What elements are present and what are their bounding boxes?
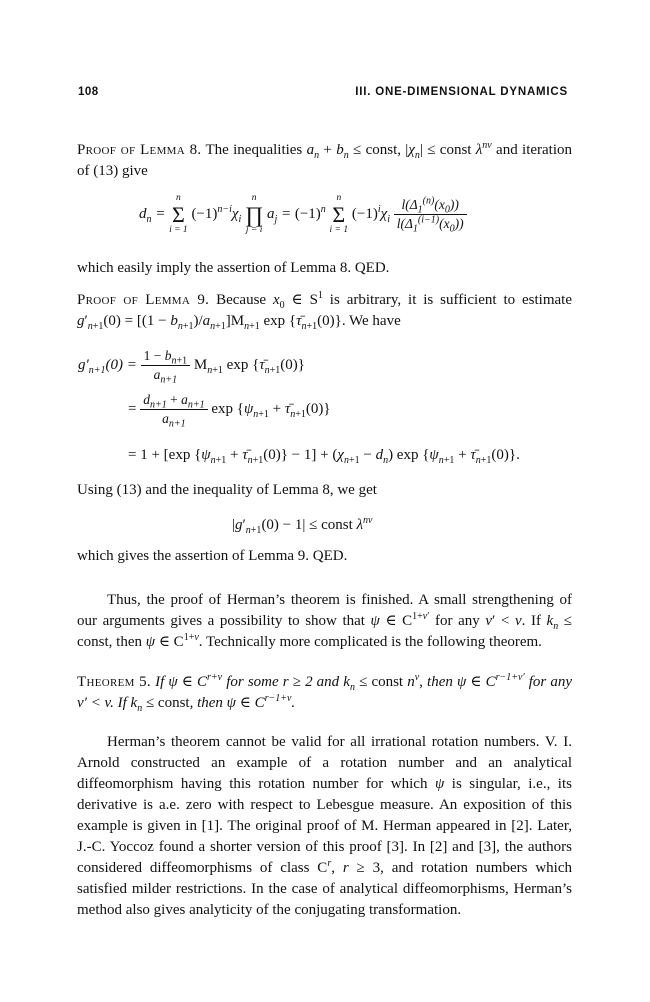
proof-lemma-8-heading: Proof of Lemma 8. <box>77 142 202 158</box>
herman-counterexample-paragraph: Herman’s theorem cannot be valid for all irrational rotation numbers. V. I. Arnold constructed an example of a rotation number and an analytical diffeomorphism having this rotation number for which ψ is singular, i.e., its derivative is a.e. zero with respect to Lebesgue measure. An exposition of this example is given in [1]. The original proof of M. Herman appeared in [2]. Later, J.-C. Yoccoz found a shorter version of this proof [3]. In [2] and [3], the authors considered diffeomorphisms of class $C^r$, r ≥ 3, and rotation numbers which satisfied milder restrictions. In the case of analytical diffeomorphisms, Herman’s method also gives analyticity of the conjugating transformation. <box>77 734 572 918</box>
running-title: III. ONE-DIMENSIONAL DYNAMICS <box>355 86 568 98</box>
inequality-g-prime: $|g'_{n+1}(0) - 1|$ ≤ const $\lambda^{nv}$ <box>232 515 373 536</box>
equation-d-n: $d_n$ = n Σ i = 1 $(-1)^{n-i}\chi_i$ n ∏ j = i $a_j = (-1)^n$ n Σ i = 1 $(-1)^i\chi_i$ $\frac{l(\Delta_1^{(n)}(x_0))}{l(\Delta_1^{(i-1)}(x_0))}$ <box>139 194 467 235</box>
equation-g-prime-2: = $\frac{d_{n+1} + a_{n+1}}{a_{n+1}}$ $\exp \{\psi_{n+1}$ + $\taū_{n+1}(0)$} <box>128 392 331 430</box>
page-number: 108 <box>78 86 99 98</box>
proof-lemma-8-paragraph <box>77 140 572 182</box>
proof-lemma-9-conclusion: which gives the assertion of Lemma 9. QED. <box>77 548 348 564</box>
using-lemma-8-text: Using (13) and the inequality of Lemma 8, we get <box>77 482 377 498</box>
theorem-5-paragraph: Theorem 5. If ψ ∈ $C^{r+v}$ for some r ≥ 2 and $k_n$ ≤ const $n^v$, then ψ ∈ $C^{r-1+v'}$ for any v′ < v. If $k_n$ ≤ const, then ψ ∈ $C^{r-1+v}$. <box>77 672 573 714</box>
proof-lemma-8-intro: The inequalities $a_n + b_n$ ≤ const, $|\chi_n|$ ≤ const $\lambda^{nv}$ and iteration of (13) give <box>77 140 573 179</box>
proof-lemma-9-paragraph: Proof of Lemma 9. Because $x_0$ ∈ $S^1$ is arbitrary, it is sufficient to estimate $g'_{n+1}(0) = [(1 - b_{n+1})/a_{n+1}]M_{n+1}$ $\exp \{\taū_{n+1}(0)\}$. We have <box>77 290 572 332</box>
equation-g-prime-1: $g'_{n+1}(0)$ = $\frac{1 - b_{n+1}}{a_{n+1}}$ $M_{n+1}$ $\exp \{\taū_{n+1}(0)\}$ <box>78 348 305 386</box>
herman-theorem-finished-paragraph: Thus, the proof of Herman’s theorem is finished. A small strengthening of our arguments gives a possibility to show that ψ ∈ $C^{1+v'}$ for any v′ < v. If $k_n$ ≤ const, then ψ ∈ $C^{1+v}$. Technically more complicated is the following theorem. <box>77 592 573 650</box>
equation-g-prime-3: = 1 + [exp {$\psi_{n+1}$ + $\taū_{n+1}(0)\} - 1] + (\chi_{n+1} - d_n)$ $\exp \{\psi_{n+1}$ + $\taū_{n+1}(0)$}. <box>128 447 520 466</box>
theorem-5-heading: Theorem 5. <box>77 674 151 690</box>
proof-lemma-9-heading: Proof of Lemma 9. <box>77 292 210 308</box>
proof-lemma-8-conclusion: which easily imply the assertion of Lemma 8. QED. <box>77 260 390 276</box>
